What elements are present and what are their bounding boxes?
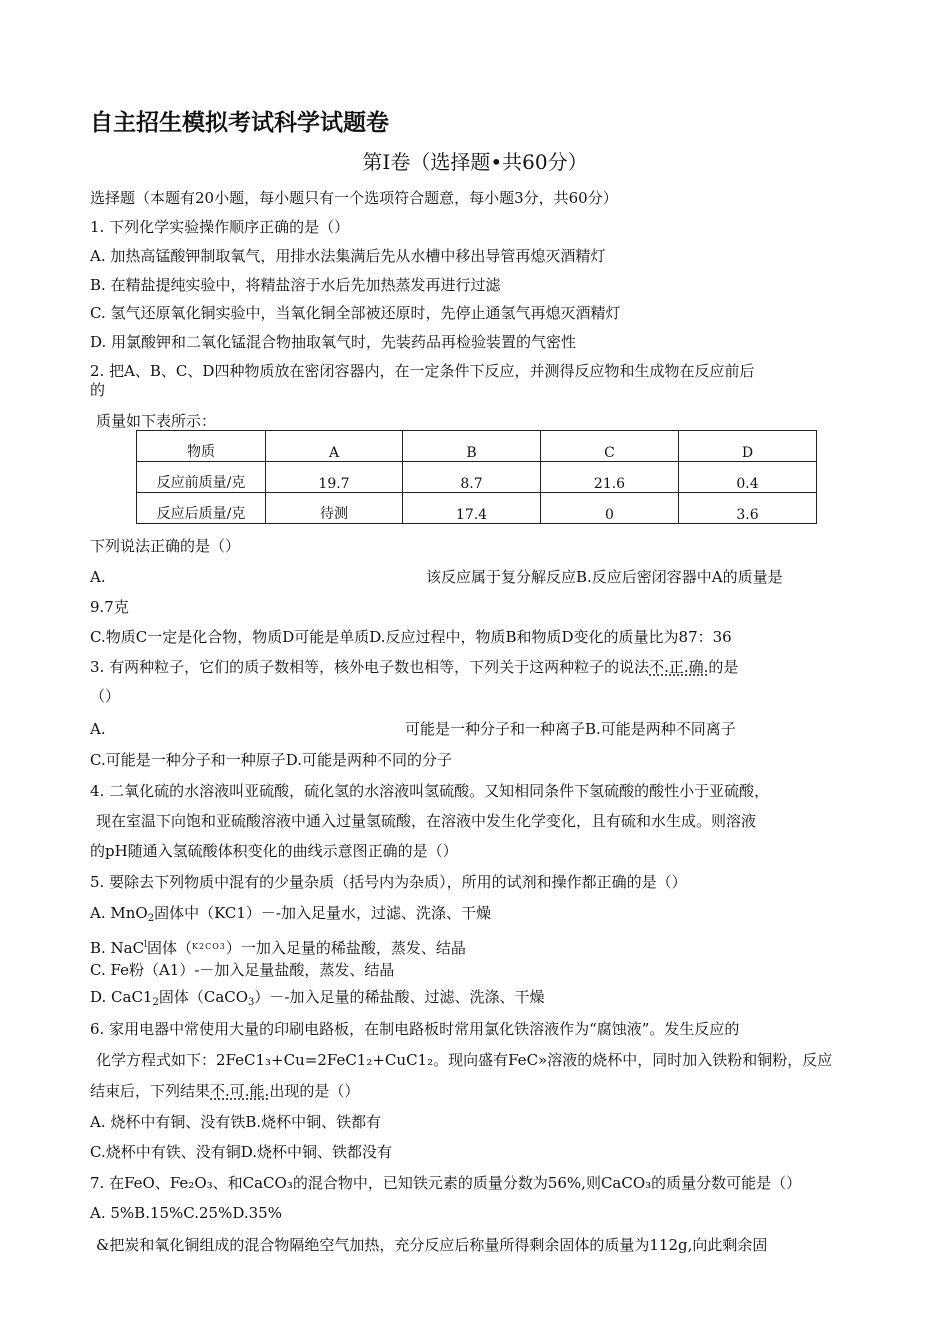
q3-stem-post: 的是: [708, 658, 739, 676]
q4-line3: 的pH随通入氢硫酸体积变化的曲线示意图正确的是（）: [90, 842, 458, 860]
q1-option-a: A. 加热高锰酸钾制取氧气，用排水法集满后先从水槽中移出导管再熄灭酒精灯: [90, 247, 606, 265]
table-cell: 17.4: [403, 493, 541, 524]
q3-option-a-label: A.: [90, 720, 106, 738]
table-cell: A: [266, 431, 403, 462]
q1-option-c: C. 氢气还原氧化铜实验中，当氧化铜全部被还原时，先停止通氢气再熄灭酒精灯: [90, 304, 621, 322]
q6-line3: [90, 1081, 359, 1101]
q5-a-pre: A. MnO: [90, 904, 148, 922]
table-cell: C: [541, 431, 679, 462]
q1-stem: 1. 下列化学实验操作顺序正确的是（）: [90, 218, 350, 236]
q2-stem-line1: 2. 把A、B、C、D四种物质放在密闭容器内，在一定条件下反应，并测得反应物和生成物在反应前后: [90, 362, 755, 380]
q5-d-sub2: 3: [248, 997, 255, 1008]
mass-table: [136, 430, 817, 524]
q6-l3-pre: 结束后，下列结果: [90, 1082, 211, 1100]
q3-stem-emphasis: 不.正.确.: [649, 658, 709, 676]
q8-line1: &把炭和氧化铜组成的混合物隔绝空气加热，充分反应后称量所得剩余固体的质量为112g,向此剩余固: [96, 1236, 768, 1254]
q5-b-post: ）一加入足量的稀盐酸，蒸发、结晶: [225, 939, 466, 957]
q2-option-a-text: 该反应属于复分解反应B.反应后密闭容器中A的质量是: [426, 568, 783, 586]
q2-option-a-cont: 9.7克: [90, 598, 129, 616]
q5-d-pre: D. CaC1: [90, 988, 153, 1006]
q2-stem-line2: 的: [90, 381, 106, 399]
q5-option-b: [90, 935, 466, 958]
table-cell: 物质: [137, 431, 266, 462]
q3-option-a-text: 可能是一种分子和一种离子B.可能是两种不同离子: [405, 720, 736, 738]
q5-b-tiny-formula: K2CO3: [192, 942, 226, 951]
q5-option-a: [90, 903, 491, 929]
q5-a-post: 固体中（KC1）－-加入足量水，过滤、洗涤、干燥: [154, 904, 491, 922]
table-cell: 19.7: [266, 462, 403, 493]
q3-stem-pre: 3. 有两种粒子，它们的质子数相等，核外电子数也相等，下列关于这两种粒子的说法: [90, 658, 650, 676]
q5-option-d: [90, 987, 545, 1013]
q2-stem-line3: 质量如下表所示：: [96, 412, 217, 430]
page-title: 自主招生模拟考试科学试题卷: [90, 110, 389, 136]
q4-line1: 4. 二氧化硫的水溶液叫亚硫酸，硫化氢的水溶液叫氢硫酸。又知相同条件下氢硫酸的酸性小于亚硫酸，: [90, 782, 770, 800]
q2-prompt: 下列说法正确的是（）: [90, 537, 241, 555]
table-cell: 0: [541, 493, 679, 524]
table-row: [137, 493, 817, 524]
q3-stem-line2: （）: [90, 687, 121, 705]
q6-l3-emphasis: 不.可.能.: [210, 1082, 270, 1100]
table-row: [137, 462, 817, 493]
table-cell: 8.7: [403, 462, 541, 493]
q5-stem: 5. 要除去下列物质中混有的少量杂质（括号内为杂质），所用的试剂和操作都正确的是（）: [90, 873, 687, 891]
q2-options-cd: C.物质C一定是化合物，物质D可能是单质D.反应过程中，物质B和物质D变化的质量比为87：36: [90, 628, 732, 646]
q5-b-pre: B. NaC: [90, 939, 145, 957]
q6-l3-post: 出现的是（）: [269, 1082, 360, 1100]
table-cell: 待测: [266, 493, 403, 524]
q3-stem: [90, 657, 738, 677]
table-cell: 0.4: [679, 462, 817, 493]
q2-option-a-label: A.: [90, 568, 106, 586]
q7-stem: 7. 在FeO、Fe₂O₃、和CaCO₃的混合物中，已知铁元素的质量分数为56%,则CaCO₃的质量分数可能是（）: [90, 1174, 802, 1192]
q5-d-sub1: 2: [152, 997, 159, 1008]
section-intro: 选择题（本题有20小题，每小题只有一个选项符合题意，每小题3分，共60分）: [90, 189, 618, 207]
q5-d-post: ）－-加入足量的稀盐酸、过滤、洗涤、干燥: [254, 988, 545, 1006]
q6-options-cd: C.烧杯中有铁、没有铜D.烧杯中铜、铁都没有: [90, 1143, 392, 1161]
table-cell: D: [679, 431, 817, 462]
table-cell: 21.6: [541, 462, 679, 493]
mass-table-header: [137, 431, 817, 462]
table-cell: 反应前质量/克: [137, 462, 266, 493]
q4-line2: 现在室温下向饱和亚硫酸溶液中通入过量氢硫酸，在溶液中发生化学变化，且有硫和水生成。则溶液: [96, 812, 757, 830]
table-cell: 反应后质量/克: [137, 493, 266, 524]
table-cell: B: [403, 431, 541, 462]
q5-option-c: C. Fe粉（A1）-－加入足量盐酸，蒸发、结晶: [90, 961, 395, 979]
q6-line1: 6. 家用电器中常使用大量的印刷电路板，在制电路板时常用氯化铁溶液作为“腐蚀液”。发生反应的: [90, 1020, 740, 1038]
q3-options-cd: C.可能是一种分子和一种原子D.可能是两种不同的分子: [90, 751, 452, 769]
q1-option-b: B. 在精盐提纯实验中，将精盐溶于水后先加热蒸发再进行过滤: [90, 276, 501, 294]
table-cell: 3.6: [679, 493, 817, 524]
section-title: 第Ⅰ卷（选择题•共60分）: [362, 150, 588, 174]
q6-line2: 化学方程式如下：2FeC1₃+Cu=2FeC1₂+CuC1₂。现向盛有FeC»溶液的烧杯中，同时加入铁粉和铜粉，反应: [96, 1051, 833, 1069]
q5-b-sup: l: [144, 940, 147, 950]
q5-d-mid: 固体（CaCO: [158, 988, 249, 1006]
q5-a-sub: 2: [147, 913, 155, 924]
q5-b-mid: 固体（: [147, 939, 193, 957]
q1-option-d: D. 用氯酸钾和二氧化锰混合物抽取氧气时，先装药品再检验装置的气密性: [90, 333, 577, 351]
q7-options: A. 5%B.15%C.25%D.35%: [90, 1204, 282, 1222]
q6-options-ab: A. 烧杯中有铜、没有铁B.烧杯中铜、铁都有: [90, 1113, 382, 1131]
